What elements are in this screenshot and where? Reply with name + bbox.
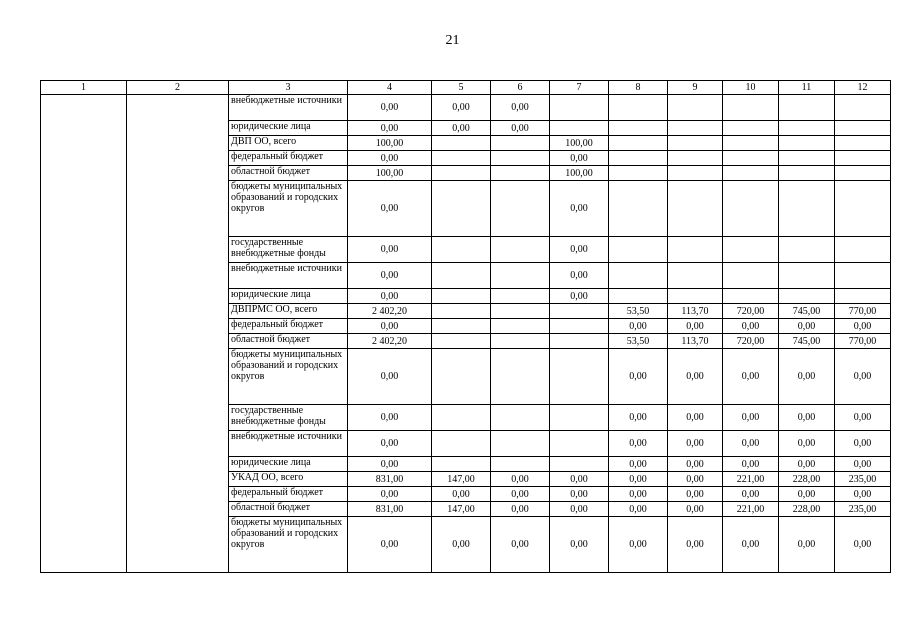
value-cell: 0,00 — [348, 349, 432, 405]
value-cell — [432, 136, 491, 151]
column-header: 5 — [432, 81, 491, 95]
value-cell: 0,00 — [609, 457, 668, 472]
value-cell — [835, 95, 891, 121]
table-row — [41, 95, 891, 121]
value-cell: 0,00 — [432, 517, 491, 573]
value-cell — [550, 405, 609, 431]
value-cell — [779, 121, 835, 136]
value-cell — [835, 121, 891, 136]
value-cell: 0,00 — [835, 405, 891, 431]
value-cell: 228,00 — [779, 472, 835, 487]
value-cell — [668, 289, 723, 304]
value-cell — [432, 151, 491, 166]
value-cell: 0,00 — [550, 502, 609, 517]
value-cell: 0,00 — [550, 237, 609, 263]
value-cell: 0,00 — [835, 431, 891, 457]
column-header: 3 — [229, 81, 348, 95]
value-cell: 0,00 — [779, 487, 835, 502]
value-cell — [609, 166, 668, 181]
value-cell — [779, 263, 835, 289]
row-label: федеральный бюджет — [229, 487, 348, 502]
value-cell — [835, 237, 891, 263]
column-2-cell — [127, 95, 229, 573]
row-label: государственные внебюджетные фонды — [229, 237, 348, 263]
value-cell — [723, 151, 779, 166]
row-label: юридические лица — [229, 457, 348, 472]
value-cell: 0,00 — [348, 237, 432, 263]
value-cell — [432, 304, 491, 319]
row-label: областной бюджет — [229, 166, 348, 181]
value-cell — [550, 457, 609, 472]
value-cell — [550, 95, 609, 121]
value-cell: 0,00 — [668, 472, 723, 487]
value-cell — [432, 289, 491, 304]
value-cell: 720,00 — [723, 304, 779, 319]
row-label: юридические лица — [229, 121, 348, 136]
column-header: 11 — [779, 81, 835, 95]
value-cell — [668, 181, 723, 237]
value-cell: 0,00 — [550, 263, 609, 289]
value-cell: 221,00 — [723, 502, 779, 517]
value-cell: 0,00 — [779, 457, 835, 472]
row-label: бюджеты муниципальных образований и городских округов — [229, 181, 348, 237]
value-cell — [432, 181, 491, 237]
value-cell — [779, 136, 835, 151]
row-label: ДВП ОО, всего — [229, 136, 348, 151]
value-cell — [550, 334, 609, 349]
row-label: ДВПРМС ОО, всего — [229, 304, 348, 319]
value-cell — [491, 237, 550, 263]
value-cell: 0,00 — [668, 517, 723, 573]
value-cell: 0,00 — [723, 349, 779, 405]
value-cell — [432, 166, 491, 181]
value-cell: 221,00 — [723, 472, 779, 487]
row-label: бюджеты муниципальных образований и городских округов — [229, 517, 348, 573]
value-cell: 770,00 — [835, 334, 891, 349]
value-cell — [432, 405, 491, 431]
column-header: 10 — [723, 81, 779, 95]
value-cell — [779, 151, 835, 166]
value-cell: 0,00 — [491, 487, 550, 502]
value-cell — [491, 405, 550, 431]
value-cell: 235,00 — [835, 502, 891, 517]
value-cell: 0,00 — [779, 405, 835, 431]
value-cell: 0,00 — [550, 289, 609, 304]
value-cell: 0,00 — [348, 517, 432, 573]
value-cell — [609, 289, 668, 304]
value-cell: 0,00 — [550, 181, 609, 237]
value-cell: 100,00 — [550, 166, 609, 181]
value-cell — [491, 136, 550, 151]
value-cell: 0,00 — [668, 405, 723, 431]
value-cell — [491, 304, 550, 319]
row-label: федеральный бюджет — [229, 319, 348, 334]
value-cell — [432, 237, 491, 263]
header-row — [41, 81, 891, 95]
value-cell: 0,00 — [609, 502, 668, 517]
row-label: государственные внебюджетные фонды — [229, 405, 348, 431]
value-cell: 0,00 — [348, 319, 432, 334]
value-cell — [491, 349, 550, 405]
value-cell — [491, 334, 550, 349]
value-cell — [779, 166, 835, 181]
value-cell — [491, 289, 550, 304]
value-cell: 147,00 — [432, 472, 491, 487]
value-cell: 0,00 — [723, 487, 779, 502]
value-cell: 0,00 — [550, 151, 609, 166]
value-cell: 0,00 — [348, 405, 432, 431]
value-cell: 0,00 — [668, 431, 723, 457]
value-cell — [491, 181, 550, 237]
value-cell: 0,00 — [779, 431, 835, 457]
value-cell: 0,00 — [835, 319, 891, 334]
value-cell: 720,00 — [723, 334, 779, 349]
value-cell: 0,00 — [550, 472, 609, 487]
value-cell: 113,70 — [668, 304, 723, 319]
value-cell: 0,00 — [432, 121, 491, 136]
value-cell — [779, 95, 835, 121]
value-cell: 745,00 — [779, 304, 835, 319]
value-cell: 0,00 — [835, 457, 891, 472]
value-cell — [491, 431, 550, 457]
value-cell — [432, 349, 491, 405]
row-label: внебюджетные источники — [229, 263, 348, 289]
value-cell — [609, 95, 668, 121]
value-cell: 0,00 — [609, 517, 668, 573]
value-cell — [723, 136, 779, 151]
value-cell — [835, 151, 891, 166]
value-cell: 0,00 — [723, 457, 779, 472]
value-cell — [432, 431, 491, 457]
value-cell: 0,00 — [491, 502, 550, 517]
column-header: 9 — [668, 81, 723, 95]
value-cell — [668, 263, 723, 289]
value-cell — [779, 181, 835, 237]
value-cell — [609, 151, 668, 166]
value-cell — [668, 95, 723, 121]
value-cell: 0,00 — [723, 319, 779, 334]
value-cell: 0,00 — [779, 517, 835, 573]
value-cell — [723, 263, 779, 289]
row-label: областной бюджет — [229, 334, 348, 349]
value-cell: 0,00 — [609, 349, 668, 405]
value-cell — [432, 263, 491, 289]
value-cell: 100,00 — [348, 166, 432, 181]
value-cell: 831,00 — [348, 502, 432, 517]
value-cell: 53,50 — [609, 304, 668, 319]
value-cell: 0,00 — [668, 457, 723, 472]
value-cell — [609, 121, 668, 136]
value-cell — [835, 263, 891, 289]
column-header: 8 — [609, 81, 668, 95]
row-label: областной бюджет — [229, 502, 348, 517]
column-header: 7 — [550, 81, 609, 95]
value-cell — [491, 457, 550, 472]
value-cell — [550, 349, 609, 405]
value-cell: 113,70 — [668, 334, 723, 349]
value-cell — [432, 334, 491, 349]
value-cell: 0,00 — [609, 319, 668, 334]
value-cell: 0,00 — [779, 319, 835, 334]
value-cell: 235,00 — [835, 472, 891, 487]
row-label: внебюджетные источники — [229, 95, 348, 121]
column-header: 1 — [41, 81, 127, 95]
column-header: 6 — [491, 81, 550, 95]
value-cell: 0,00 — [348, 487, 432, 502]
value-cell: 0,00 — [668, 502, 723, 517]
value-cell — [668, 136, 723, 151]
value-cell — [668, 151, 723, 166]
value-cell: 0,00 — [432, 487, 491, 502]
value-cell: 0,00 — [491, 121, 550, 136]
value-cell: 0,00 — [609, 431, 668, 457]
value-cell — [491, 151, 550, 166]
value-cell: 0,00 — [835, 349, 891, 405]
value-cell: 0,00 — [491, 95, 550, 121]
column-1-cell — [41, 95, 127, 573]
value-cell — [491, 319, 550, 334]
value-cell: 147,00 — [432, 502, 491, 517]
budget-table — [40, 80, 891, 573]
value-cell — [609, 237, 668, 263]
value-cell: 100,00 — [348, 136, 432, 151]
value-cell — [550, 431, 609, 457]
row-label: внебюджетные источники — [229, 431, 348, 457]
value-cell — [723, 289, 779, 304]
value-cell — [723, 181, 779, 237]
value-cell — [668, 166, 723, 181]
value-cell: 770,00 — [835, 304, 891, 319]
value-cell — [779, 237, 835, 263]
value-cell: 0,00 — [609, 405, 668, 431]
row-label: бюджеты муниципальных образований и городских округов — [229, 349, 348, 405]
value-cell: 831,00 — [348, 472, 432, 487]
value-cell: 0,00 — [835, 517, 891, 573]
value-cell — [779, 289, 835, 304]
value-cell — [550, 121, 609, 136]
value-cell: 0,00 — [668, 487, 723, 502]
value-cell: 0,00 — [491, 472, 550, 487]
value-cell — [835, 166, 891, 181]
value-cell — [723, 121, 779, 136]
value-cell: 0,00 — [835, 487, 891, 502]
value-cell: 0,00 — [348, 95, 432, 121]
value-cell: 0,00 — [348, 457, 432, 472]
value-cell: 0,00 — [348, 431, 432, 457]
value-cell: 0,00 — [432, 95, 491, 121]
table-body — [41, 95, 891, 573]
column-header: 12 — [835, 81, 891, 95]
value-cell: 0,00 — [348, 181, 432, 237]
table-header — [41, 81, 891, 95]
value-cell — [609, 136, 668, 151]
value-cell: 228,00 — [779, 502, 835, 517]
value-cell: 0,00 — [668, 349, 723, 405]
value-cell: 0,00 — [550, 487, 609, 502]
value-cell: 100,00 — [550, 136, 609, 151]
value-cell — [668, 237, 723, 263]
value-cell: 0,00 — [348, 263, 432, 289]
value-cell: 0,00 — [609, 472, 668, 487]
value-cell — [609, 263, 668, 289]
value-cell — [723, 166, 779, 181]
value-cell — [835, 181, 891, 237]
value-cell: 0,00 — [491, 517, 550, 573]
value-cell — [723, 95, 779, 121]
value-cell: 0,00 — [779, 349, 835, 405]
column-header: 4 — [348, 81, 432, 95]
page-number: 21 — [445, 33, 460, 48]
value-cell: 745,00 — [779, 334, 835, 349]
value-cell — [835, 136, 891, 151]
value-cell — [432, 457, 491, 472]
value-cell: 0,00 — [550, 517, 609, 573]
value-cell — [550, 319, 609, 334]
value-cell: 2 402,20 — [348, 304, 432, 319]
value-cell — [550, 304, 609, 319]
value-cell: 2 402,20 — [348, 334, 432, 349]
value-cell — [491, 263, 550, 289]
value-cell: 0,00 — [723, 431, 779, 457]
row-label: федеральный бюджет — [229, 151, 348, 166]
value-cell — [491, 166, 550, 181]
value-cell — [432, 319, 491, 334]
value-cell: 53,50 — [609, 334, 668, 349]
value-cell: 0,00 — [348, 121, 432, 136]
row-label: УКАД ОО, всего — [229, 472, 348, 487]
value-cell — [835, 289, 891, 304]
value-cell: 0,00 — [723, 517, 779, 573]
value-cell: 0,00 — [609, 487, 668, 502]
value-cell — [609, 181, 668, 237]
value-cell: 0,00 — [723, 405, 779, 431]
column-header: 2 — [127, 81, 229, 95]
value-cell: 0,00 — [668, 319, 723, 334]
value-cell — [723, 237, 779, 263]
value-cell — [668, 121, 723, 136]
value-cell: 0,00 — [348, 289, 432, 304]
row-label: юридические лица — [229, 289, 348, 304]
value-cell: 0,00 — [348, 151, 432, 166]
